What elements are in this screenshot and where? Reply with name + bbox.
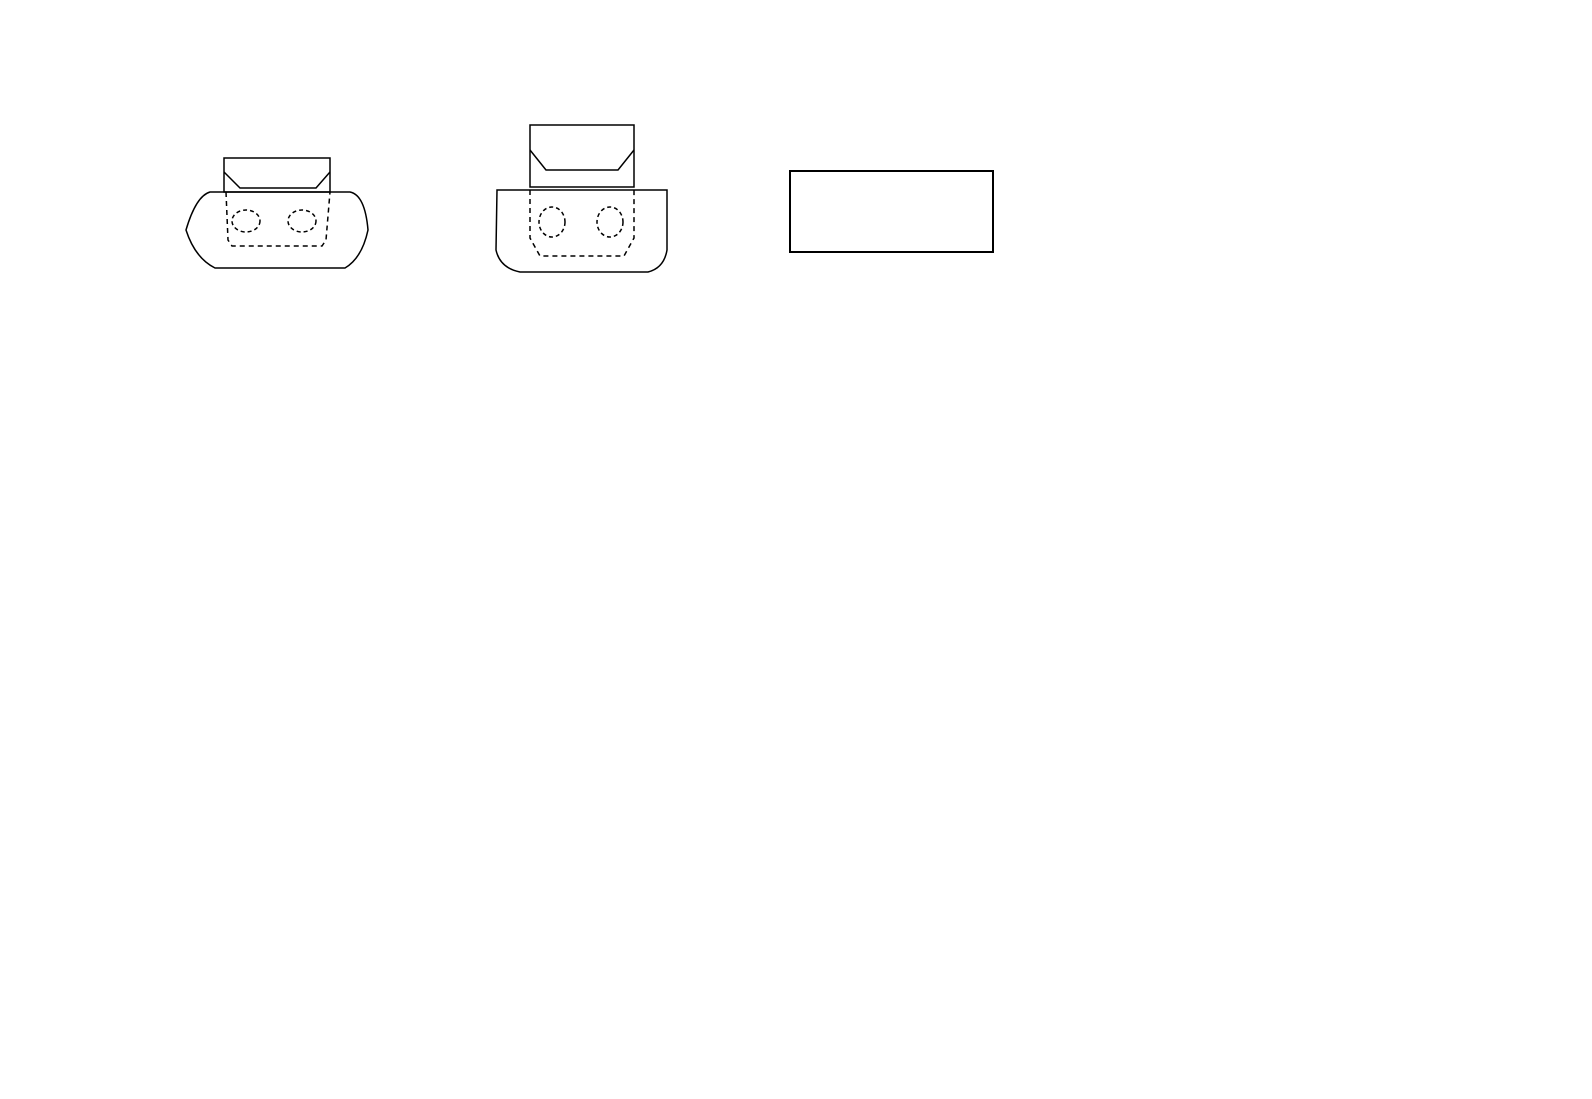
- adhesive-weight-icon: [790, 171, 993, 252]
- aluminum-wheel-weight-icon: [496, 125, 667, 272]
- steel-wheel-weight-icon: [186, 158, 368, 268]
